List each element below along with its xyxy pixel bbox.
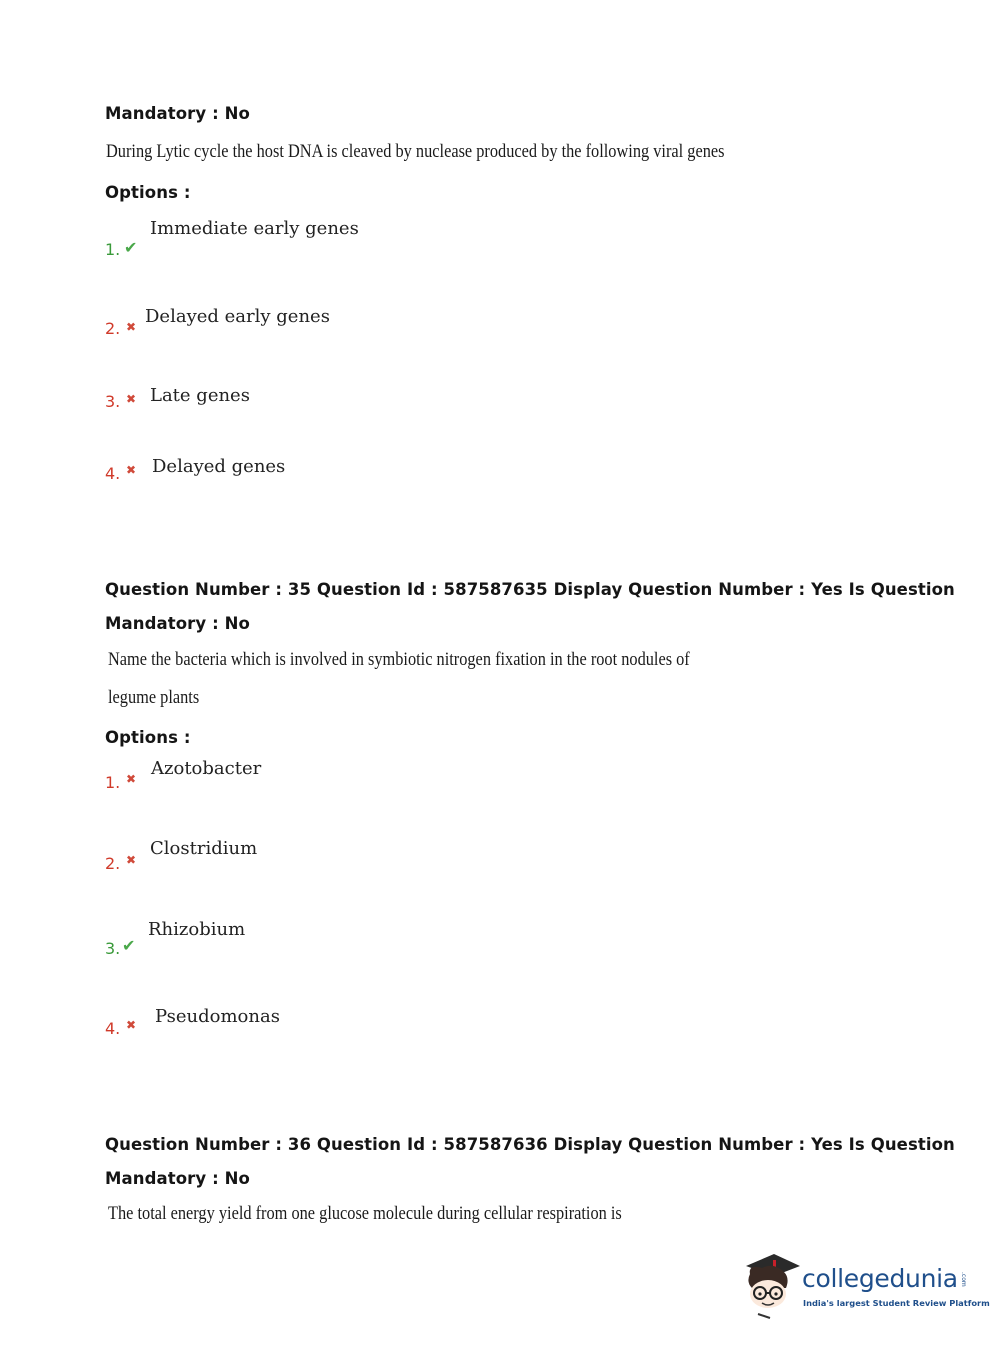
q35-option-1-number: 1. (105, 773, 121, 792)
cross-icon: ✖ (126, 1018, 137, 1032)
q35-mandatory: Mandatory : No (105, 614, 250, 633)
q34-options-label: Options : (105, 183, 191, 202)
q34-option-4-number: 4. (105, 464, 121, 483)
q34-option-2-text: Delayed early genes (145, 306, 330, 327)
cross-icon: ✖ (126, 463, 137, 477)
cross-icon: ✖ (126, 392, 137, 406)
q36-header: Question Number : 36 Question Id : 587587636 Display Question Number : Yes Is Question (105, 1135, 955, 1154)
q35-question-text-line2: legume plants (108, 687, 200, 708)
q35-option-3-number: 3. (105, 939, 121, 958)
collegedunia-logo (740, 1248, 990, 1320)
q35-question-text-line1: Name the bacteria which is involved in symbiotic nitrogen fixation in the root nodules of (108, 649, 690, 670)
q34-option-4-text: Delayed genes (152, 456, 286, 477)
q35-header: Question Number : 35 Question Id : 587587635 Display Question Number : Yes Is Question (105, 580, 955, 599)
q35-option-2-number: 2. (105, 854, 121, 873)
q35-options-label: Options : (105, 728, 191, 747)
q34-option-1-number: 1. (105, 240, 121, 259)
q34-option-1-text: Immediate early genes (150, 218, 359, 239)
check-icon: ✔ (122, 936, 136, 955)
q34-option-3-number: 3. (105, 392, 121, 411)
q34-option-2-number: 2. (105, 319, 121, 338)
q35-option-2-text: Clostridium (150, 838, 258, 859)
q34-question-text: During Lytic cycle the host DNA is cleaved by nuclease produced by the following viral genes (106, 141, 725, 162)
q35-option-4-text: Pseudomonas (155, 1006, 280, 1027)
logo-tagline: India's largest Student Review Platform (803, 1298, 990, 1308)
q35-option-3-text: Rhizobium (148, 919, 246, 940)
q35-option-1-text: Azotobacter (151, 758, 262, 779)
q35-option-4-number: 4. (105, 1019, 121, 1038)
logo-suffix: .com (960, 1272, 967, 1287)
cross-icon: ✖ (126, 853, 137, 867)
q36-mandatory: Mandatory : No (105, 1169, 250, 1188)
cross-icon: ✖ (126, 320, 137, 334)
check-icon: ✔ (124, 238, 138, 257)
q34-mandatory: Mandatory : No (105, 104, 250, 123)
q36-question-text: The total energy yield from one glucose molecule during cellular respiration is (108, 1203, 622, 1224)
mascot-icon (740, 1248, 802, 1320)
q34-option-3-text: Late genes (150, 385, 250, 406)
cross-icon: ✖ (126, 772, 137, 786)
logo-wordmark: collegedunia (802, 1264, 958, 1293)
